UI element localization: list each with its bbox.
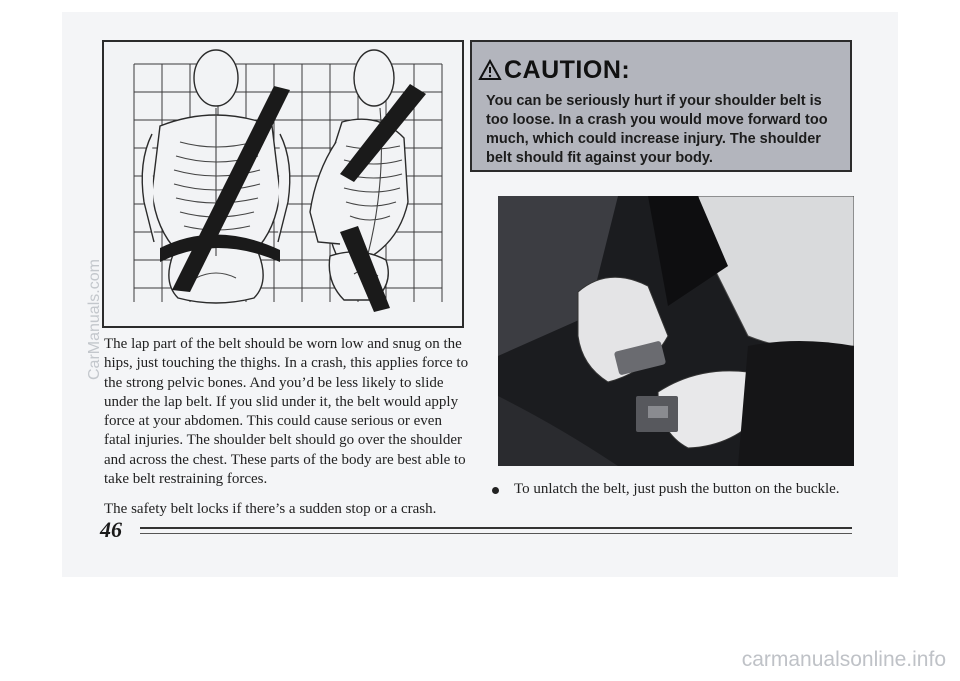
caution-box	[470, 40, 852, 172]
side-watermark: CarManuals.com	[86, 259, 103, 380]
caution-title: CAUTION:	[504, 56, 631, 84]
footer-rule	[140, 527, 852, 529]
footer-rule-thin	[140, 533, 852, 534]
warning-triangle-icon	[478, 59, 502, 81]
body-paragraph-belt-locks: The safety belt locks if there’s a sudden stop or a crash.	[104, 501, 437, 518]
caution-text: You can be seriously hurt if your shoulder belt is too loose. In a crash you would move forward too much, which could increase injury. The shoulder belt should fit against your body.	[486, 93, 828, 166]
bottom-watermark: carmanualsonline.info	[741, 648, 946, 671]
page-number: 46	[100, 517, 122, 542]
list-item-text: To unlatch the belt, just push the button on the buckle.	[514, 481, 840, 497]
bullet-icon	[492, 487, 499, 494]
body-paragraph-lap-belt: The lap part of the belt should be worn low and snug on the hips, just touching the thighs. In a crash, this applies force to the strong pelvic bones. And you’d be less likely to slide under the lap belt. If you slid under it, the belt would apply force at your abdomen. This could cause serious or even fatal injuries. The shoulder belt should go over the shoulder and across the chest. These parts of the body are best able to take belt restraining forces.	[104, 336, 469, 488]
buckle-photo	[498, 196, 854, 466]
skeleton-belt-illustration	[102, 40, 464, 328]
body-text	[104, 335, 470, 520]
